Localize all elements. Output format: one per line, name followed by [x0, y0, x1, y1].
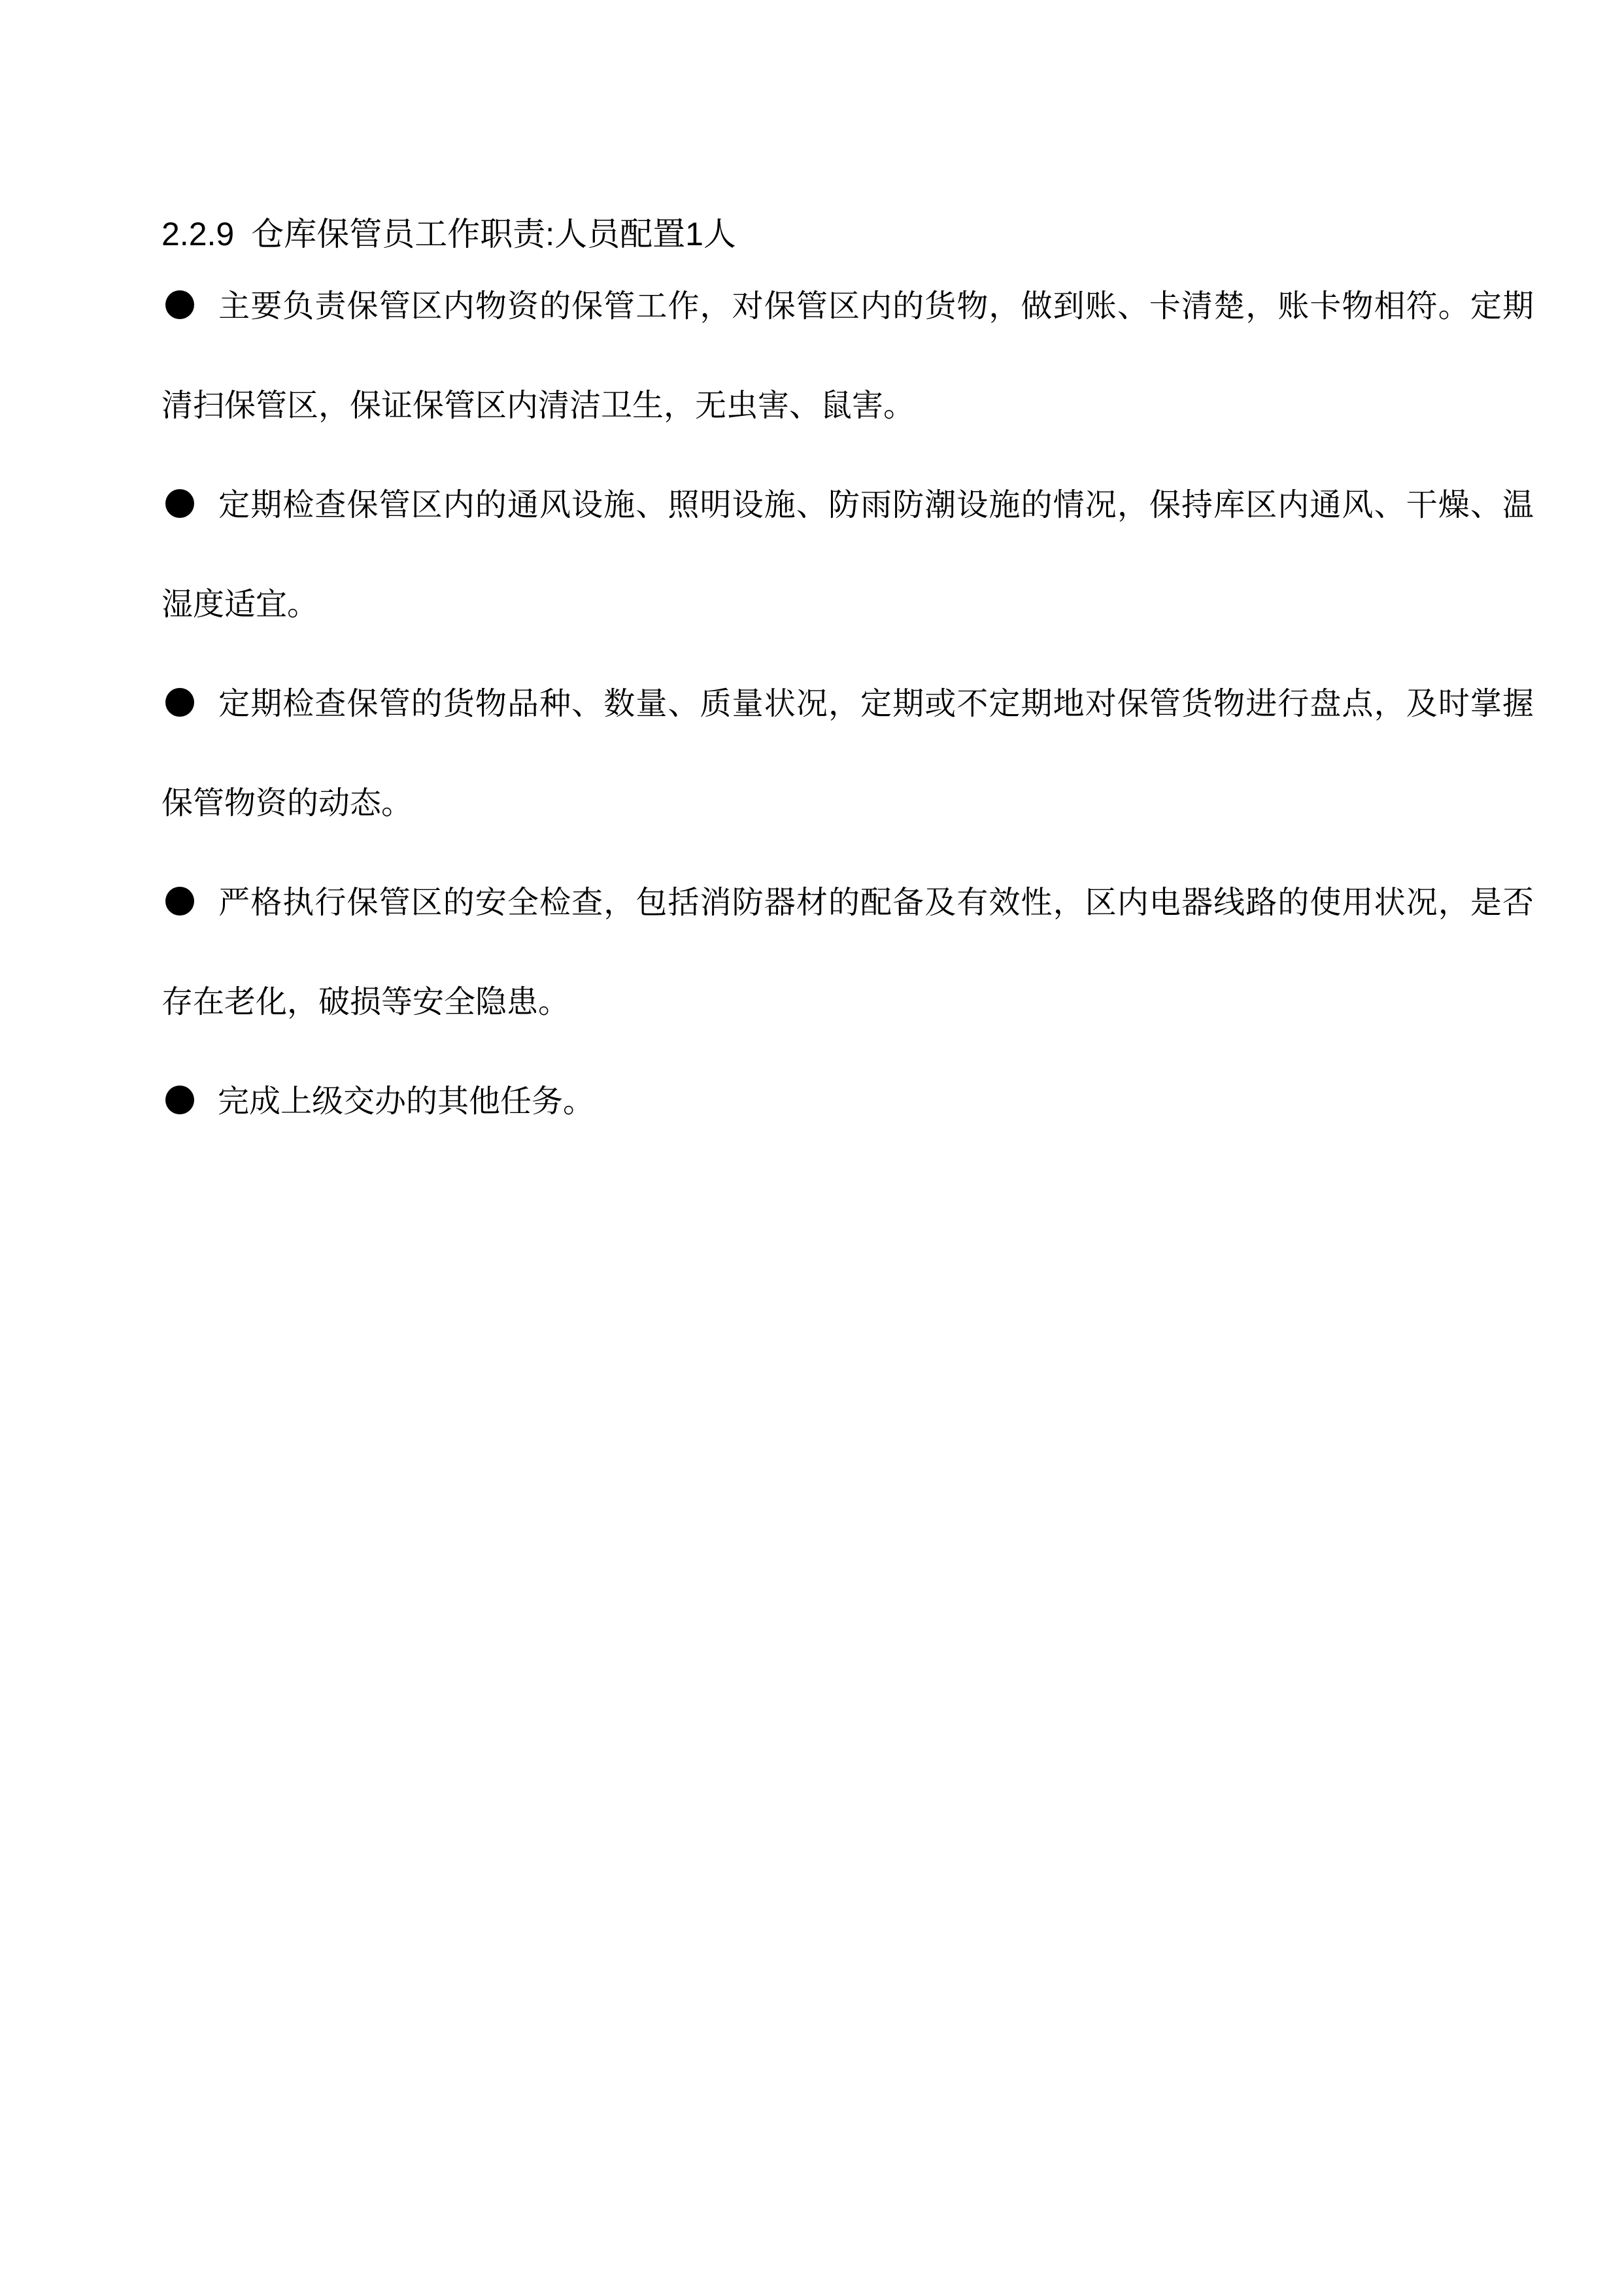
list-item-text: 严格执行保管区的安全检查，包括消防器材的配备及有效性，区内电器线路的使用状况，是否存在老化，破损等安全隐患。	[161, 884, 1534, 1020]
list-item	[161, 654, 1534, 853]
list-item	[161, 853, 1534, 1052]
bullet-icon	[165, 1086, 194, 1114]
bullet-icon	[165, 688, 194, 717]
list-item-text: 主要负责保管区内物资的保管工作，对保管区内的货物，做到账、卡清楚，账卡物相符。定期清扫保管区，保证保管区内清洁卫生，无虫害、鼠害。	[161, 288, 1534, 424]
bullet-icon	[165, 489, 194, 518]
list-item	[161, 256, 1534, 455]
list-item-text: 定期检查保管区内的通风设施、照明设施、防雨防潮设施的情况，保持库区内通风、干燥、温湿度适宜。	[161, 487, 1534, 623]
bullet-icon	[165, 887, 194, 916]
document-body	[161, 208, 1534, 1151]
bullet-icon	[165, 290, 194, 319]
section-number: 2.2.9	[161, 216, 235, 252]
list-item	[161, 1052, 1534, 1151]
list-item-text: 定期检查保管的货物品种、数量、质量状况，定期或不定期地对保管货物进行盘点，及时掌握保管物资的动态。	[161, 685, 1534, 821]
section-heading	[161, 208, 1534, 260]
list-item-text: 完成上级交办的其他任务。	[218, 1083, 595, 1120]
list-item	[161, 455, 1534, 654]
section-title: 仓库保管员工作职责:人员配置1人	[251, 216, 736, 252]
